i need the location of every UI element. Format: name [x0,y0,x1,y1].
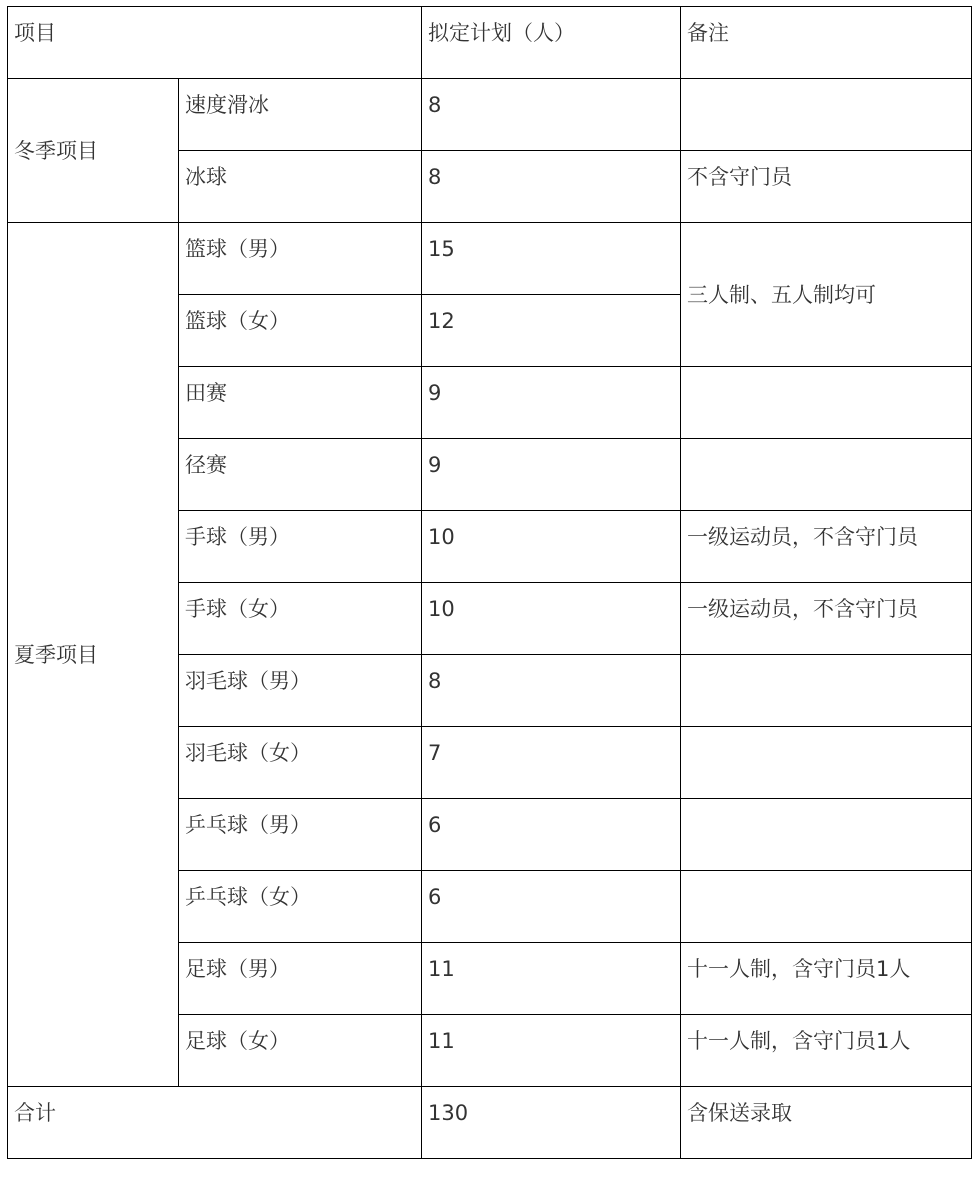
note-cell [681,799,972,871]
total-label: 合计 [8,1087,422,1159]
plan-cell: 8 [422,79,681,151]
header-item: 项目 [8,7,422,79]
sport-cell: 田赛 [179,367,422,439]
plan-cell: 6 [422,871,681,943]
note-cell: 一级运动员，不含守门员 [681,511,972,583]
note-cell [681,655,972,727]
plan-cell: 10 [422,511,681,583]
sport-cell: 手球（女） [179,583,422,655]
note-cell: 一级运动员，不含守门员 [681,583,972,655]
enrollment-plan-table [7,6,972,1159]
sport-cell: 羽毛球（女） [179,727,422,799]
note-cell [681,727,972,799]
sport-cell: 冰球 [179,151,422,223]
sport-cell: 速度滑冰 [179,79,422,151]
note-cell [681,79,972,151]
header-row [8,7,972,79]
sport-cell: 乒乓球（男） [179,799,422,871]
plan-cell: 9 [422,439,681,511]
sport-cell: 足球（男） [179,943,422,1015]
note-cell: 不含守门员 [681,151,972,223]
table-row [8,223,972,295]
plan-cell: 8 [422,655,681,727]
sport-cell: 足球（女） [179,1015,422,1087]
sport-cell: 篮球（男） [179,223,422,295]
table-row [8,79,972,151]
sport-cell: 篮球（女） [179,295,422,367]
note-cell [681,439,972,511]
total-note: 含保送录取 [681,1087,972,1159]
plan-cell: 15 [422,223,681,295]
total-row [8,1087,972,1159]
plan-cell: 8 [422,151,681,223]
sport-cell: 羽毛球（男） [179,655,422,727]
sport-cell: 手球（男） [179,511,422,583]
header-plan: 拟定计划（人） [422,7,681,79]
note-cell [681,871,972,943]
plan-cell: 6 [422,799,681,871]
sport-cell: 径赛 [179,439,422,511]
plan-cell: 12 [422,295,681,367]
plan-cell: 10 [422,583,681,655]
plan-cell: 7 [422,727,681,799]
note-cell: 十一人制，含守门员1人 [681,1015,972,1087]
note-cell: 十一人制，含守门员1人 [681,943,972,1015]
total-plan: 130 [422,1087,681,1159]
plan-cell: 11 [422,1015,681,1087]
plan-cell: 11 [422,943,681,1015]
plan-cell: 9 [422,367,681,439]
note-cell: 三人制、五人制均可 [681,223,972,367]
sport-cell: 乒乓球（女） [179,871,422,943]
group-summer: 夏季项目 [8,223,179,1087]
note-cell [681,367,972,439]
header-note: 备注 [681,7,972,79]
group-winter: 冬季项目 [8,79,179,223]
